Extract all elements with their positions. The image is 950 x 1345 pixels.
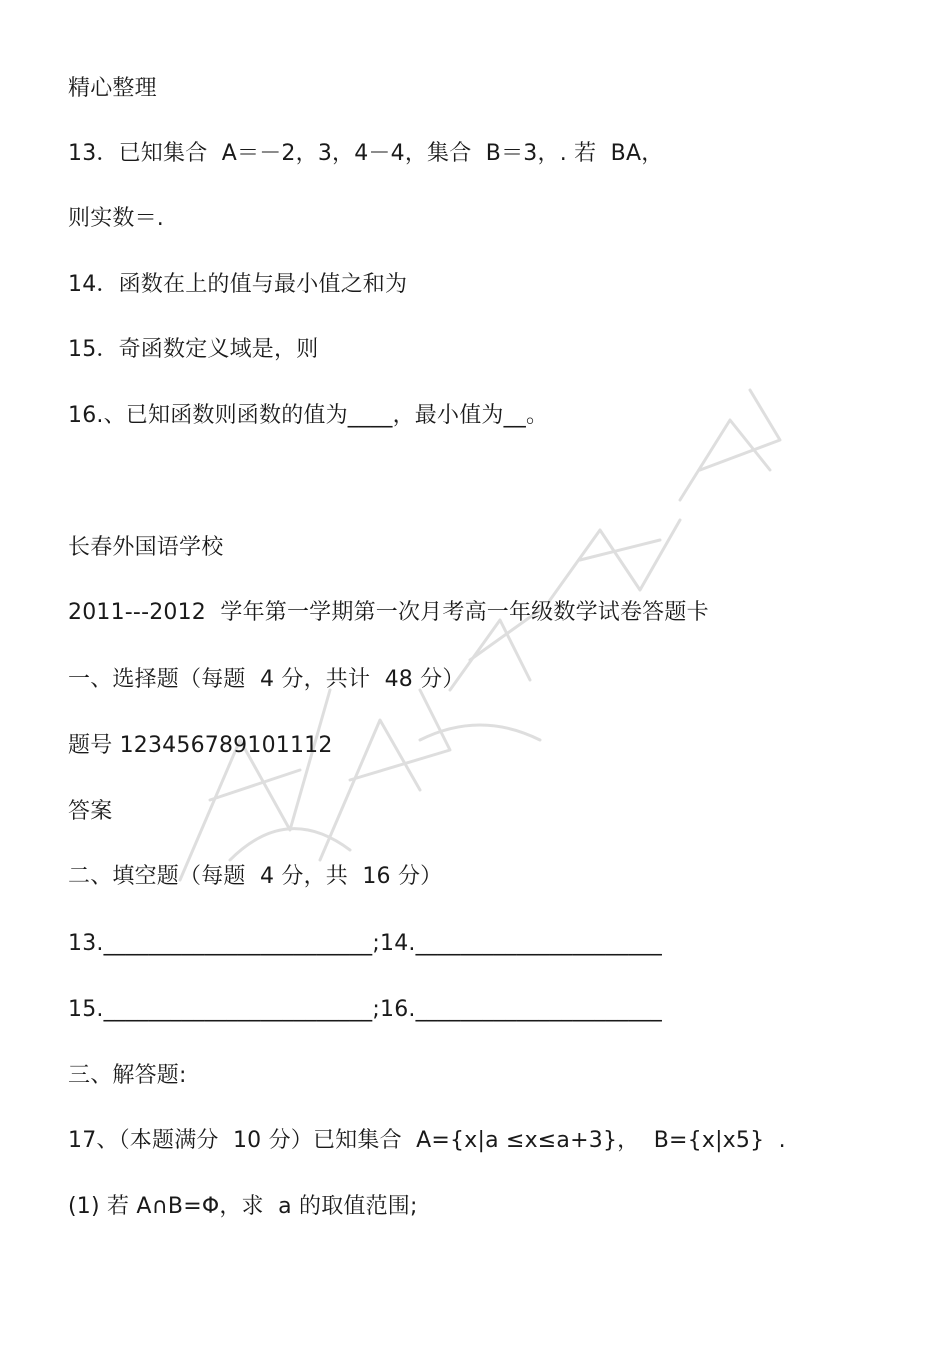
question-17-part-1: (1) 若 A∩B=Φ，求 a 的取值范围; (68, 1194, 418, 1219)
question-14: 14．函数在上的值与最小值之和为 (68, 272, 408, 297)
section-choice-title: 一、选择题（每题 4 分，共计 48 分） (68, 667, 465, 692)
choice-number-row: 题号 123456789101112 (68, 733, 333, 758)
question-16: 16.、已知函数则函数的值为____，最小值为__。 (68, 403, 549, 428)
question-13-continuation: 则实数＝. (68, 206, 164, 231)
exam-title: 2011---2012 学年第一学期第一次月考高一年级数学试卷答题卡 (68, 600, 709, 625)
watermark-logo (120, 360, 820, 920)
section-fill-title: 二、填空题（每题 4 分，共 16 分） (68, 864, 443, 889)
fill-answer-line-2: 15.________________________;16.______________________ (68, 997, 662, 1022)
page-header: 精心整理 (68, 76, 157, 101)
choice-answer-row: 答案 (68, 799, 113, 824)
fill-answer-line-1: 13.________________________;14.______________________ (68, 931, 662, 956)
school-name: 长春外国语学校 (68, 535, 224, 560)
question-13: 13．已知集合 A＝－2，3，4－4，集合 B＝3，. 若 BA， (68, 141, 664, 166)
question-15: 15．奇函数定义域是，则 (68, 337, 319, 362)
question-17: 17、（本题满分 10 分）已知集合 A={x|a ≤x≤a+3}， B={x|x5} . (68, 1128, 786, 1153)
section-solve-title: 三、解答题: (68, 1063, 187, 1088)
